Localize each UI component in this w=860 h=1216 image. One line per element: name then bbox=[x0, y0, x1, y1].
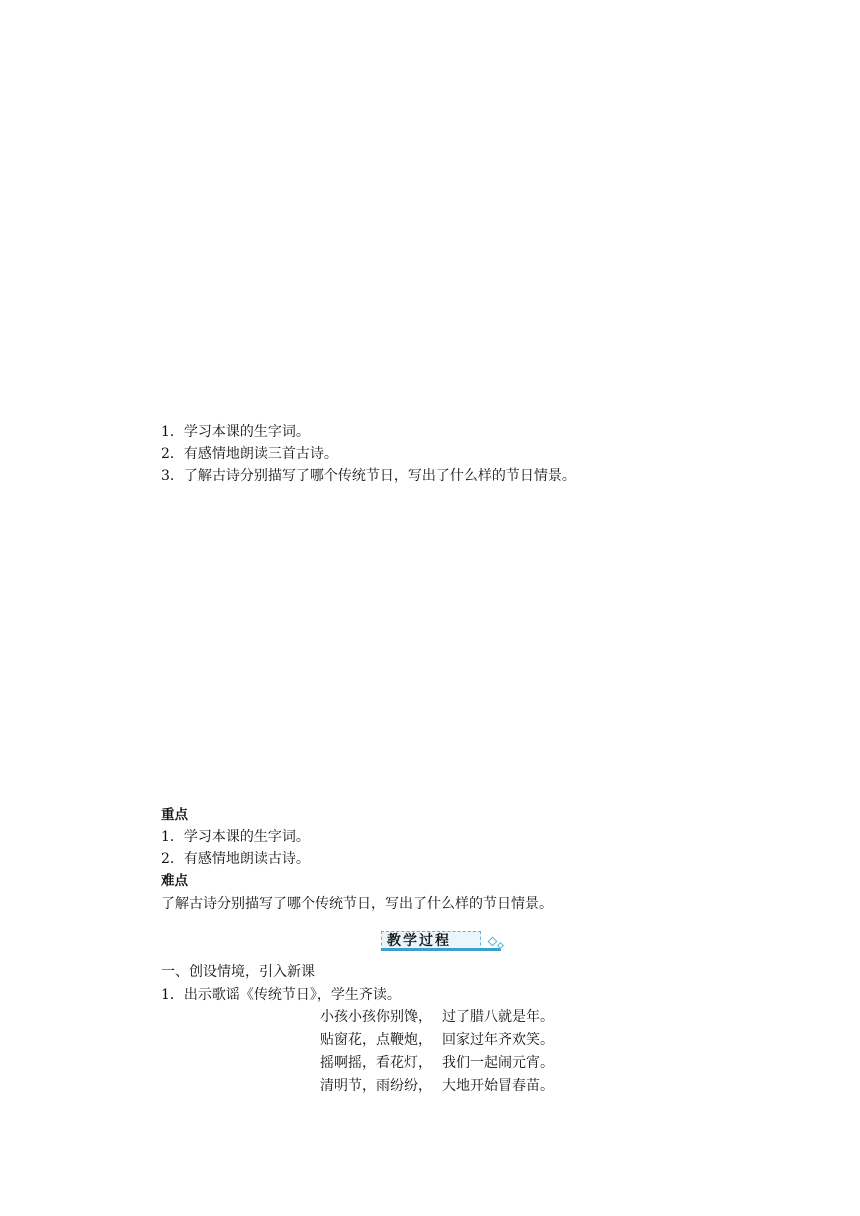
difficult-points-heading: 难点 bbox=[161, 873, 188, 889]
process-step-heading: 一、创设情境，引入新课 bbox=[161, 964, 315, 980]
poem-line-4 bbox=[320, 1076, 554, 1096]
poem-line-1-first-half: 小孩小孩你别馋， bbox=[320, 1009, 432, 1025]
poem-line-1-second-half: 过了腊八就是年。 bbox=[442, 1009, 554, 1025]
banner-title: 教学过程 bbox=[387, 933, 451, 949]
key-point-item-2: 2．有感情地朗读古诗。 bbox=[161, 851, 310, 867]
poem-line-3-first-half: 摇啊摇，看花灯， bbox=[320, 1055, 432, 1071]
poem-line-2-first-half: 贴窗花，点鞭炮， bbox=[320, 1032, 432, 1048]
poem-line-3-second-half: 我们一起闹元宵。 bbox=[442, 1055, 554, 1071]
process-step-1: 1．出示歌谣《传统节日》，学生齐读。 bbox=[161, 987, 401, 1003]
difficult-points-text: 了解古诗分别描写了哪个传统节日，写出了什么样的节日情景。 bbox=[161, 896, 553, 912]
poem-line-4-first-half: 清明节，雨纷纷， bbox=[320, 1078, 432, 1094]
objective-item-2: 2．有感情地朗读三首古诗。 bbox=[161, 446, 338, 462]
poem-line-4-second-half: 大地开始冒春苗。 bbox=[442, 1078, 554, 1094]
teaching-process-banner bbox=[381, 929, 505, 953]
poem-line-2 bbox=[320, 1030, 554, 1050]
objective-item-1: 1．学习本课的生字词。 bbox=[161, 424, 310, 440]
poem-line-1 bbox=[320, 1007, 554, 1027]
poem-line-2-second-half: 回家过年齐欢笑。 bbox=[442, 1032, 554, 1048]
key-point-item-1: 1．学习本课的生字词。 bbox=[161, 829, 310, 845]
poem-line-3 bbox=[320, 1053, 554, 1073]
objective-item-3: 3．了解古诗分别描写了哪个传统节日，写出了什么样的节日情景。 bbox=[161, 468, 576, 484]
key-points-heading: 重点 bbox=[161, 807, 188, 823]
